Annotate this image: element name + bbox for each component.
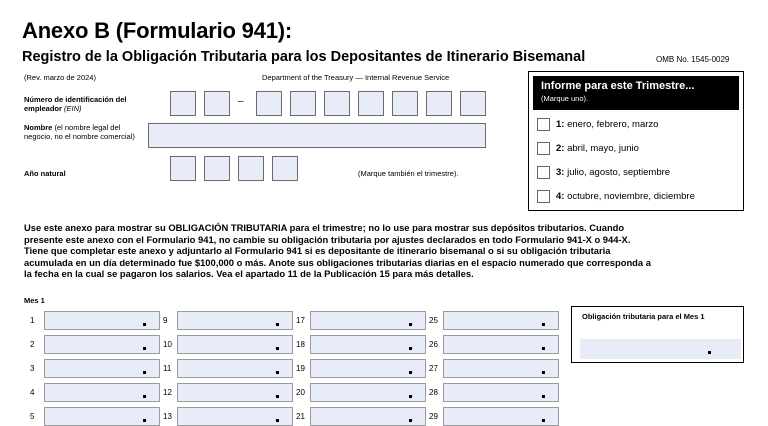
instructions-line-3: Tiene que completar este anexo y adjuntarlo al Formulario 941 si es depositante de itinerario bisemanal o si su obligación tributaria	[24, 245, 611, 256]
quarter-2-num: 2:	[556, 143, 565, 154]
month-total-box	[571, 306, 744, 363]
instructions-line-5: la fecha en la cual se pagaron los salarios. Vea el apartado 11 de la Publicación 15 para más detalles.	[24, 268, 474, 279]
quarter-4-checkbox[interactable]	[537, 190, 550, 203]
decimal-point	[276, 371, 279, 374]
day-29-field[interactable]	[443, 407, 559, 426]
ein-digit-5[interactable]	[324, 91, 350, 116]
quarter-3-checkbox[interactable]	[537, 166, 550, 179]
day-number-4: 4	[30, 388, 35, 397]
quarter-2-checkbox[interactable]	[537, 142, 550, 155]
quarter-3-text: julio, agosto, septiembre	[567, 167, 671, 178]
year-digit-3[interactable]	[238, 156, 264, 181]
day-25-field[interactable]	[443, 311, 559, 330]
decimal-point	[143, 323, 146, 326]
ein-digit-7[interactable]	[392, 91, 418, 116]
decimal-point	[409, 347, 412, 350]
form-subtitle: Registro de la Obligación Tributaria para los Depositantes de Itinerario Bisemanal	[22, 49, 586, 65]
ein-digit-8[interactable]	[426, 91, 452, 116]
day-21-field[interactable]	[310, 407, 426, 426]
decimal-point	[276, 395, 279, 398]
decimal-point	[143, 395, 146, 398]
day-9-field[interactable]	[177, 311, 293, 330]
day-number-12: 12	[163, 388, 172, 397]
day-number-5: 5	[30, 412, 35, 421]
day-11-field[interactable]	[177, 359, 293, 378]
business-name-field[interactable]	[148, 123, 486, 148]
quarter-option-4[interactable]	[537, 190, 695, 203]
day-number-3: 3	[30, 364, 35, 373]
quarter-header	[533, 76, 739, 110]
quarter-title: Informe para este Trimestre...	[541, 80, 695, 92]
form-title: Anexo B (Formulario 941):	[22, 18, 293, 43]
day-number-1: 1	[30, 316, 35, 325]
name-label-bold: Nombre	[24, 123, 53, 132]
decimal-point	[276, 347, 279, 350]
ein-digit-1[interactable]	[170, 91, 196, 116]
instructions-line-2: presente este anexo con el Formulario 941, no cambie su obligación tributaria por ajustes declarados en todo Formulario 941-X o 944-X.	[24, 233, 631, 245]
ein-label-paren: (EIN)	[64, 104, 82, 113]
ein-dash: –	[238, 96, 244, 107]
quarter-1-checkbox[interactable]	[537, 118, 550, 131]
department-line: Department of the Treasury — Internal Revenue Service	[262, 73, 450, 82]
quarter-subtitle: (Marque uno).	[541, 94, 589, 103]
day-number-21: 21	[296, 412, 305, 421]
quarter-option-2[interactable]	[537, 142, 639, 155]
year-digit-4[interactable]	[272, 156, 298, 181]
day-1-field[interactable]	[44, 311, 160, 330]
quarter-2-text: abril, mayo, junio	[567, 143, 639, 154]
day-number-18: 18	[296, 340, 305, 349]
ein-label	[24, 95, 159, 113]
day-17-field[interactable]	[310, 311, 426, 330]
day-number-29: 29	[429, 412, 438, 421]
day-number-26: 26	[429, 340, 438, 349]
ein-digit-2[interactable]	[204, 91, 230, 116]
day-number-13: 13	[163, 412, 172, 421]
year-digit-1[interactable]	[170, 156, 196, 181]
day-10-field[interactable]	[177, 335, 293, 354]
day-2-field[interactable]	[44, 335, 160, 354]
day-4-field[interactable]	[44, 383, 160, 402]
omb-number: OMB No. 1545-0029	[656, 55, 730, 64]
decimal-point	[276, 323, 279, 326]
day-26-field[interactable]	[443, 335, 559, 354]
day-number-27: 27	[429, 364, 438, 373]
year-digit-2[interactable]	[204, 156, 230, 181]
ein-digit-6[interactable]	[358, 91, 384, 116]
day-number-11: 11	[163, 364, 172, 373]
quarter-1-text: enero, febrero, marzo	[567, 119, 659, 130]
name-label	[24, 123, 144, 141]
decimal-point	[143, 371, 146, 374]
instructions	[24, 222, 744, 280]
quarter-1-num: 1:	[556, 119, 565, 130]
day-27-field[interactable]	[443, 359, 559, 378]
day-5-field[interactable]	[44, 407, 160, 426]
quarter-option-1[interactable]	[537, 118, 658, 131]
month-total-field[interactable]	[580, 339, 741, 359]
quarter-option-3[interactable]	[537, 166, 670, 179]
day-number-25: 25	[429, 316, 438, 325]
ein-label-bold: Número de identificación del empleador	[24, 95, 127, 113]
ein-digit-3[interactable]	[256, 91, 282, 116]
name-label-rest: (el nombre legal del negocio, no el nombre comercial)	[24, 123, 135, 141]
day-13-field[interactable]	[177, 407, 293, 426]
quarter-panel	[528, 71, 744, 211]
decimal-point	[542, 323, 545, 326]
day-3-field[interactable]	[44, 359, 160, 378]
decimal-point	[708, 351, 711, 354]
ein-digit-4[interactable]	[290, 91, 316, 116]
decimal-point	[542, 395, 545, 398]
decimal-point	[409, 395, 412, 398]
day-number-17: 17	[296, 316, 305, 325]
instructions-line-4: acumulada en un día determinado fue $100,000 o más. Anote sus obligaciones tributarias diarias en el espacio numerado que corresponda a	[24, 256, 651, 268]
quarter-note: (Marque también el trimestre).	[358, 169, 459, 178]
year-label: Año natural	[24, 169, 66, 178]
decimal-point	[542, 347, 545, 350]
month-label: Mes 1	[24, 296, 45, 305]
decimal-point	[409, 371, 412, 374]
day-18-field[interactable]	[310, 335, 426, 354]
day-number-19: 19	[296, 364, 305, 373]
revision-date: (Rev. marzo de 2024)	[24, 73, 96, 82]
quarter-4-num: 4:	[556, 191, 565, 202]
day-19-field[interactable]	[310, 359, 426, 378]
month-total-label: Obligación tributaria para el Mes 1	[582, 312, 705, 321]
instructions-line-1: Use este anexo para mostrar su OBLIGACIÓN TRIBUTARIA para el trimestre; no lo use para mostrar sus depósitos tributarios. Cuando	[24, 222, 625, 233]
day-number-10: 10	[163, 340, 172, 349]
day-number-20: 20	[296, 388, 305, 397]
day-20-field[interactable]	[310, 383, 426, 402]
ein-digit-9[interactable]	[460, 91, 486, 116]
decimal-point	[542, 371, 545, 374]
quarter-3-num: 3:	[556, 167, 565, 178]
decimal-point	[143, 347, 146, 350]
day-number-9: 9	[163, 316, 168, 325]
day-28-field[interactable]	[443, 383, 559, 402]
day-number-28: 28	[429, 388, 438, 397]
quarter-4-text: octubre, noviembre, diciembre	[567, 191, 695, 202]
day-12-field[interactable]	[177, 383, 293, 402]
decimal-point	[409, 323, 412, 326]
day-number-2: 2	[30, 340, 35, 349]
